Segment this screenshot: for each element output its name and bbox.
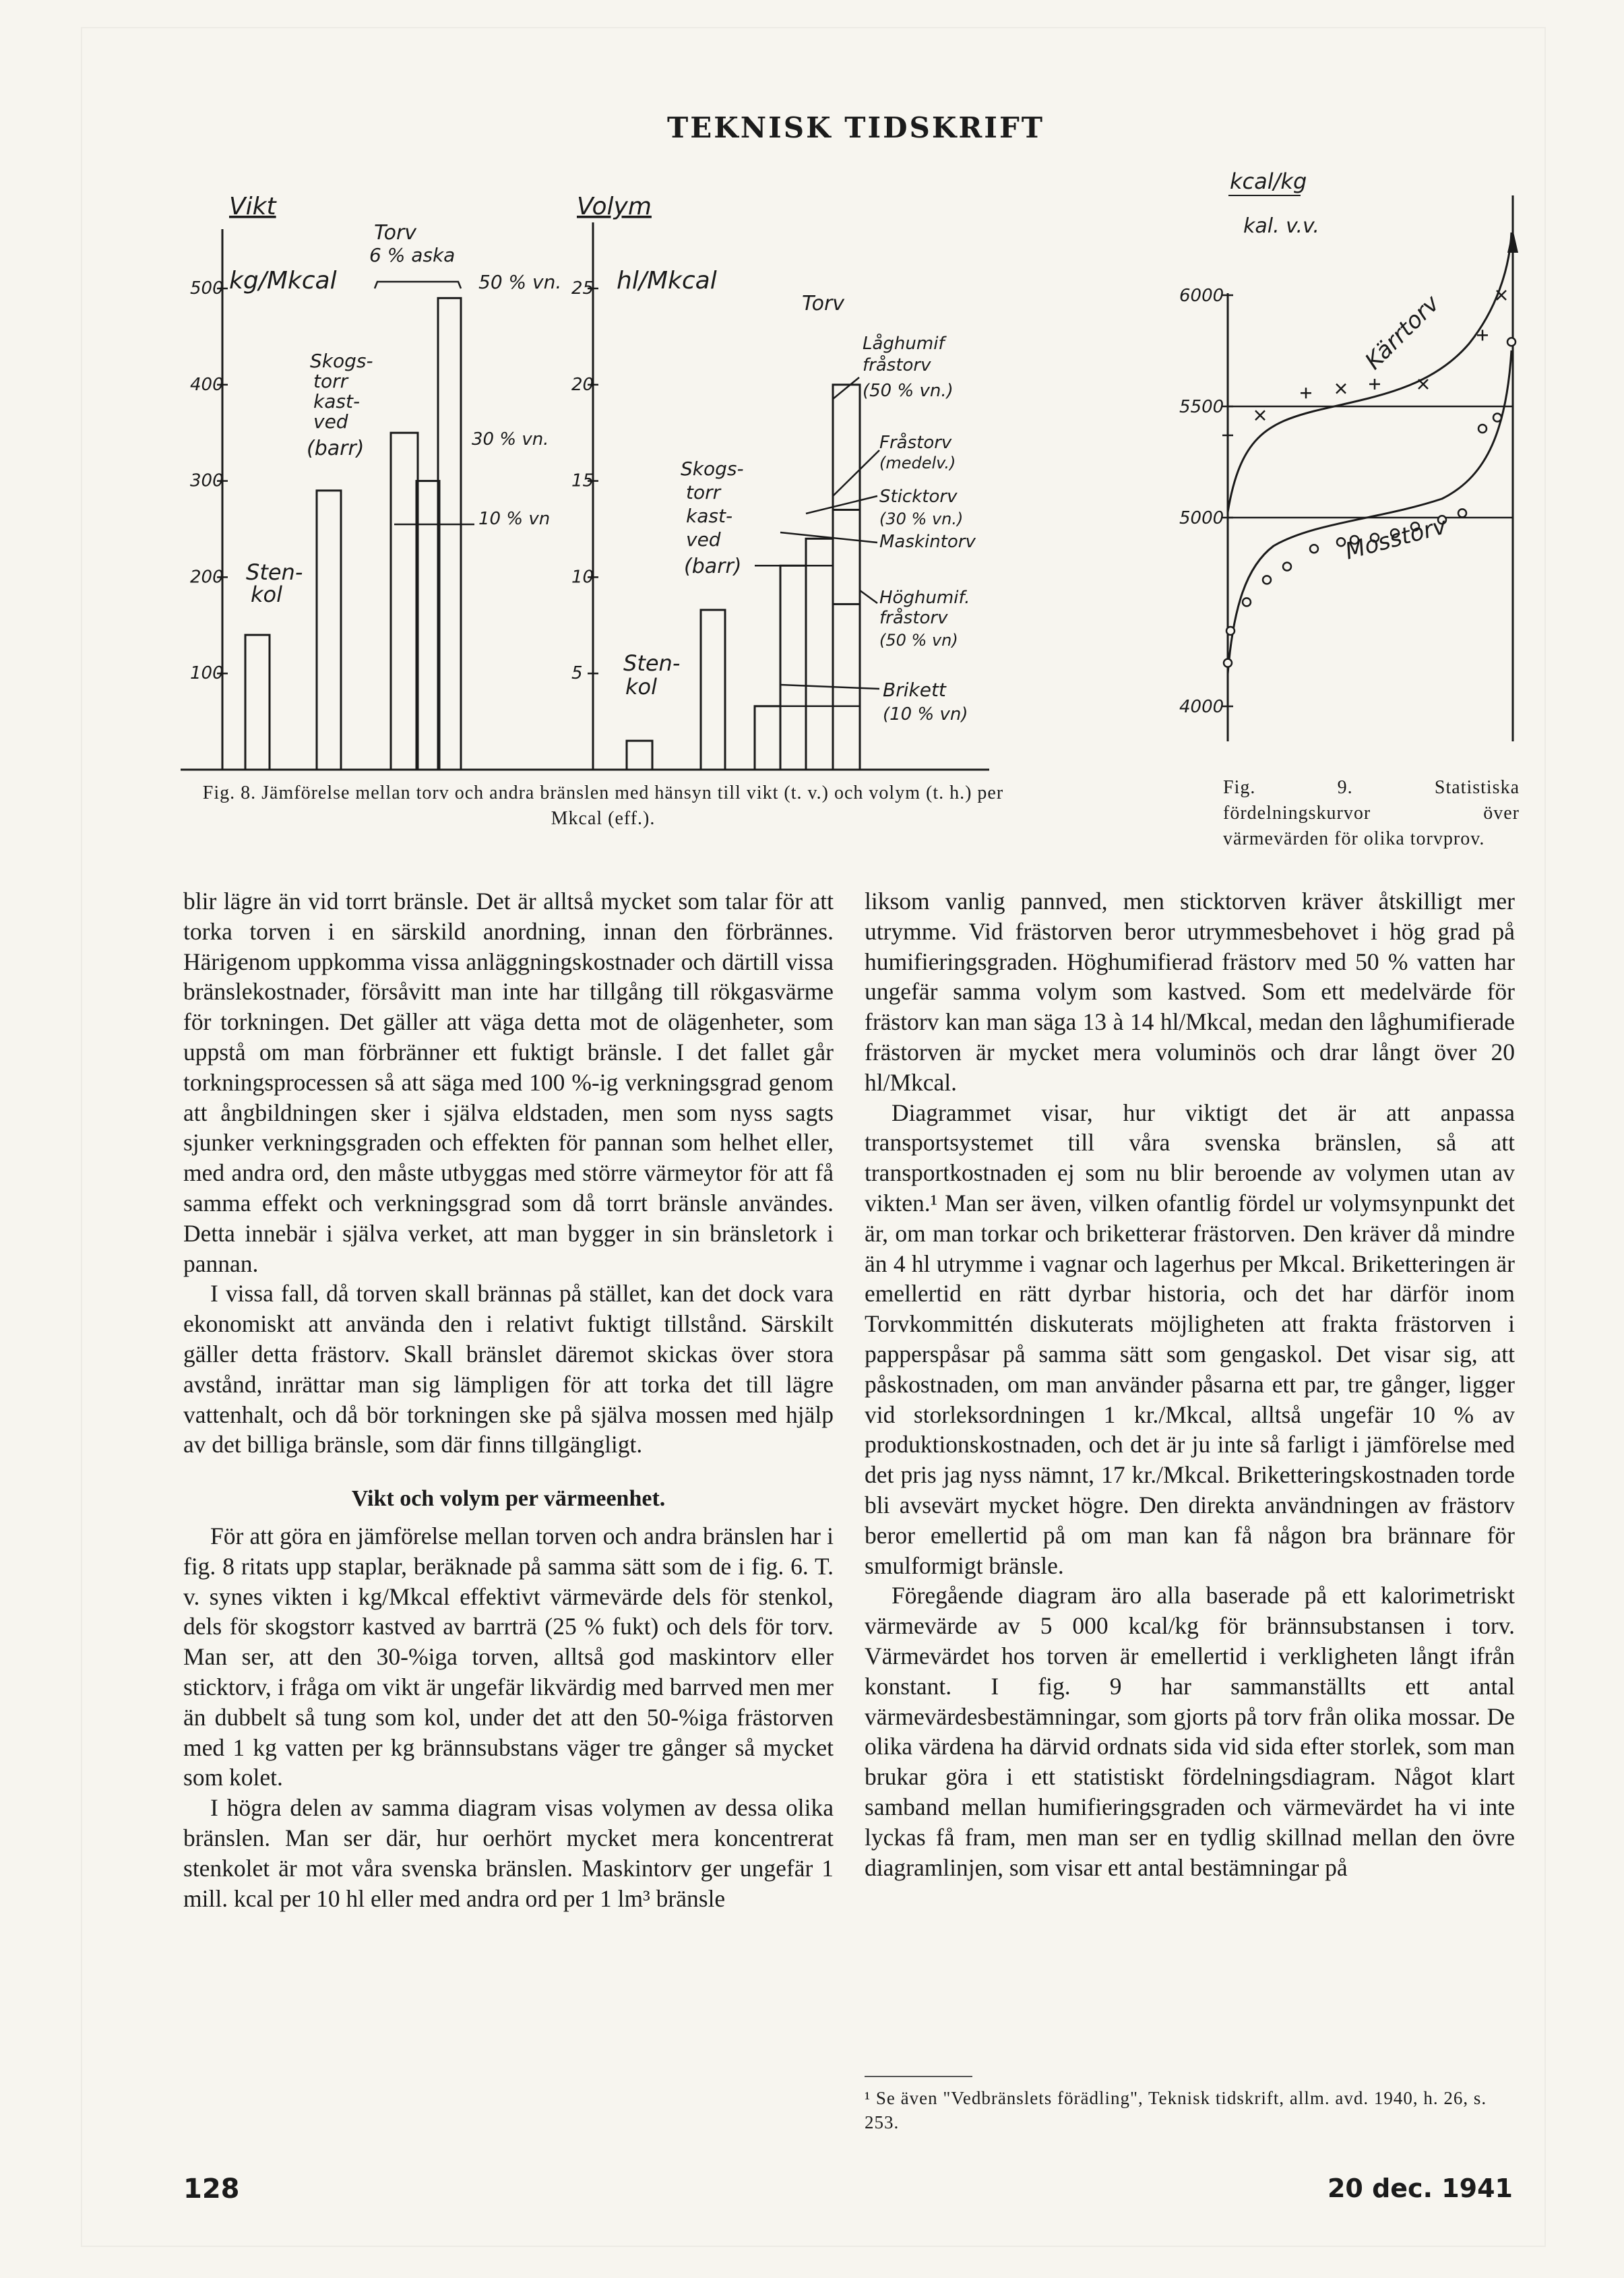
fig8-label-hoghumif-2: fråstorv [879,608,948,628]
paragraph: I vissa fall, då torven skall brännas på stället, kan det dock vara ekonomiskt att använda den i relativt fuktigt tillstånd. Särskilt gäller detta frästorv. Skall bränslet däremot skickas över stora avstånd, inrättar man sig lämpligen för att torka det till lägre vattenhalt, och då bör torkningen ske på själva mossen med hjälp av det billiga bränsle, som där finns tillgängligt. [183,1280,834,1458]
fig8-right-tick-label: 25 [571,278,594,299]
fig8-left-tick-label: 100 [190,663,224,684]
fig8-right-heading: Volym [577,193,652,220]
fig8-label-skogstorr-volume-5: (barr) [684,555,742,578]
fig8-label-skogstorr-weight-1: Skogs- [310,350,373,372]
fig9-caption: Fig. 9. Statistiska fördelningskurvor över värmevärden för olika torvprov. [1223,777,1520,849]
fig8-label-stenkol-weight-2: kol [251,582,282,607]
fig9-tick-label: 6000 [1179,286,1224,306]
fig8-label-pct10: 10 % vn [478,509,551,529]
fig8-left-tick-label: 300 [190,470,224,491]
journal-title: TEKNISK TIDSKRIFT [666,111,1045,144]
text-column-left [183,886,834,1913]
fig9-point-mosstorv [1226,627,1235,635]
fig8-right-tick-label: 15 [571,470,594,491]
fig9-unit-top: kcal/kg [1230,168,1307,194]
paragraph: I högra delen av samma diagram visas volymen av dessa olika bränslen. Man ser där, hur oerhört mycket mera koncentrerat stenkolet är mot våra svenska bränslen. Maskintorv ger ungefär 1 mill. kcal per 10 hl eller med andra ord per 1 lm³ bränsle [183,1794,834,1912]
fig9-point-karrtorv [1255,410,1265,420]
fig8-right-unit: hl/Mkcal [617,267,717,295]
fig8-label-torv-volume: Torv [802,292,845,315]
fig9-point-mosstorv [1243,598,1251,606]
fig8-left-tick-label: 200 [190,567,224,588]
footnote-rule [865,2076,972,2077]
paragraph: Diagrammet visar, hur viktigt det är att anpassa transportsystemet till våra svenska bränslen, så att transportkostnaden ej som nu blir beroende av volymen utan av vikten.¹ Man ser även, vilken ofantlig fördel ur volymsynpunkt det är, om man torkar och briketterar frästorven. Den kräver då mindre än 4 hl utrymme i vagnar och lagerhus per Mkcal. Briketteringen är emellertid en rätt dyrbar historia, och det har därför inom Torvkommittén diskuterats möjligheten att frakta frästorven i papperspåsar på samma sätt som gengaskol. Det visar sig, att påskostnaden, om man använder påsarna ett par, tre gånger, ligger vid storleksordningen 1 kr./Mkcal, alltså ungefär 10 % av produktionskostnaden, och det är ju inte så farligt i jämförelse med det pris jag nyss nämnt, 17 kr./Mkcal. Briketteringskostnaden torde bli avsevärt mycket högre. Den direkta användningen av frästorv beror emellertid på om man kan få någon bra brännare för smulformigt bränsle. [865,1099,1515,1579]
fig9-point-karrtorv [1418,379,1428,389]
fig9-unit-sub: kal. v.v. [1243,214,1319,238]
fig8-label-torv-top-1: Torv [374,221,417,245]
fig9-label-karrtorv: Kärrtorv [1360,290,1445,375]
footnote: ¹ Se även "Vedbränslets förädling", Teknisk tidskrift, allm. avd. 1940, h. 26, s. 253. [865,2088,1487,2132]
fig9-point-mosstorv [1224,659,1232,667]
fig8-left-unit: kg/Mkcal [229,267,337,295]
fig8-label-laghumif-3: (50 % vn.) [863,381,954,401]
fig8-label-medel-1: Fråstorv [879,433,952,453]
fig9-point-mosstorv [1458,509,1466,517]
fig8-label-sticktorv-1: Sticktorv [879,487,958,507]
fig9-point-mosstorv [1478,425,1487,433]
page-number: 128 [183,2174,240,2205]
fig8-label-stenkol-volume-1: Sten- [623,650,681,676]
fig8-label-hoghumif-3: (50 % vn) [879,631,958,650]
paragraph: Föregående diagram äro alla baserade på ett kalorimetriskt värmevärde av 5 000 kcal/kg för brännsubstansen i torv. Värmevärdet hos torven är emellertid i verkligheten långt ifrån konstant. I fig. 9 har sammanställts ett antal värmevärdesbestämningar, som gjorts på torv från olika mossar. De olika värdena ha därvid ordnats sida vid sida efter storlek, som man brukar göra i ett statistiskt fördelningsdiagram. Något klart samband mellan humifieringsgraden och värmevärdet ha vi inte lyckas få fram, men man ser en tydlig skillnad mellan den övre diagramlinjen, som visar ett antal bestämningar på [865,1582,1515,1881]
fig9-curve-karrtorv [1228,233,1511,512]
paragraph: blir lägre än vid torrt bränsle. Det är alltså mycket som talar för att torka torven i en särskild anordning, innan den förbrännes. Härigenom uppkomma vissa anläggningskostnader och därtill vissa bränslekostnader, försåvitt man inte har tillgång till rökgasvärme för torkningen. Det gäller att väga detta mot de olägenheter, som uppstå om man förbränner ett fuktigt bränsle. I det fallet går torkningsprocessen så att säga med 100 %-ig verkningsgrad genom att ångbildningen sker i själva eldstaden, men som nyss sagts sjunker verkningsgraden och effekten för pannan som helhet eller, med andra ord, den måste utbyggas med större värmeytor för att få samma effekt och verkningsgrad som då torrt bränsle användes. Detta innebär i själva verket, att man bygger in sin bränsletork i pannan. [183,888,834,1277]
fig8-label-skogstorr-volume-2: torr [686,481,721,503]
fig8-label-skogstorr-volume-1: Skogs- [681,458,744,480]
fig9-tick-label: 5500 [1179,397,1224,417]
fig8-label-skogstorr-weight-4: ved [313,410,348,433]
fig8-label-laghumif-1: Låghumif [863,334,945,354]
fig8-label-medel-2: (medelv.) [879,454,956,472]
fig8-right-tick-label: 5 [571,663,583,684]
fig8-label-pct30: 30 % vn. [472,429,549,450]
fig8-right-tick-label: 20 [571,374,594,395]
fig9-point-mosstorv [1310,545,1318,553]
text-column-right [865,886,1515,1882]
fig8-label-brikett-2: (10 % vn) [883,704,968,725]
fig8-label-sticktorv-2: (30 % vn.) [879,510,964,528]
fig9-point-karrtorv [1336,384,1346,394]
paragraph: För att göra en jämförelse mellan torven och andra bränslen har i fig. 8 ritats upp staplar, beräknade på samma sätt som de i fig. 6. T. v. synes vikten i kg/Mkcal effektivt värmevärde dels för stenkol, dels för skogstorr kastved av barrträ (25 % fukt) och dels för torv. Man ser, att den 30-%iga torven, alltså god maskintorv eller sticktorv, i fråga om vikt är ungefär likvärdig med barrved men mer än dubbelt så tung som kol, under det att den 50-%iga frästorven med 1 kg vatten per kg brännsubstans väger tre gånger så mycket som kolet. [183,1522,834,1791]
fig9-point-karrtorv [1369,379,1380,390]
fig8-label-maskintorv: Maskintorv [879,532,976,552]
page-date: 20 dec. 1941 [1327,2174,1513,2203]
fig9-tick-label: 5000 [1179,508,1224,528]
fig8-caption: Fig. 8. Jämförelse mellan torv och andra bränslen med hänsyn till vikt (t. v.) och volym (t. h.) per Mkcal (eff.). [202,782,1004,829]
fig9-point-mosstorv [1263,576,1271,584]
fig9-label-mosstorv: Mosstorv [1342,512,1449,565]
section-heading: Vikt och volym per värmeenhet. [351,1486,666,1512]
fig8-left-tick-label: 500 [190,278,224,299]
paragraph: liksom vanlig pannved, men sticktorven kräver åtskilligt mer utrymme. Vid frästorven beror utrymmesbehovet i hög grad på humifieringsgraden. Höghumifierad frästorv med 50 % vatten har ungefär samma volym som kastved. Som ett medelvärde för frästorv kan man säga 13 à 14 hl/Mkcal, medan den låghumifierade frästorven är mycket mera voluminös och drar långt över 20 hl/Mkcal. [865,888,1515,1096]
fig8-left-tick-label: 400 [190,374,224,395]
fig8-label-skogstorr-weight-2: torr [313,370,348,392]
fig8-label-torv-top-2: 6 % aska [369,244,456,266]
fig8-label-laghumif-2: fråstorv [863,355,931,375]
fig8-label-skogstorr-weight-5: (barr) [307,437,365,460]
fig8-label-skogstorr-weight-3: kast- [313,390,361,412]
fig8-label-brikett-1: Brikett [883,679,946,701]
fig9-point-mosstorv [1283,563,1291,571]
fig8-left-heading: Vikt [229,193,276,220]
fig8-right-tick-label: 10 [571,567,594,588]
fig8-label-hoghumif-1: Höghumif. [879,588,970,608]
fig9-tick-label: 4000 [1179,697,1224,717]
fig8-label-stenkol-weight-1: Sten- [246,559,303,585]
fig9-point-mosstorv [1507,338,1516,346]
fig8-label-skogstorr-volume-4: ved [686,528,721,551]
fig9-point-karrtorv [1222,430,1233,441]
fig9-point-mosstorv [1493,414,1501,422]
fig8-label-pct50: 50 % vn. [478,271,562,293]
fig8-label-skogstorr-volume-3: kast- [686,505,733,527]
fig8-label-stenkol-volume-2: kol [625,674,657,700]
fig9-point-karrtorv [1301,388,1311,398]
